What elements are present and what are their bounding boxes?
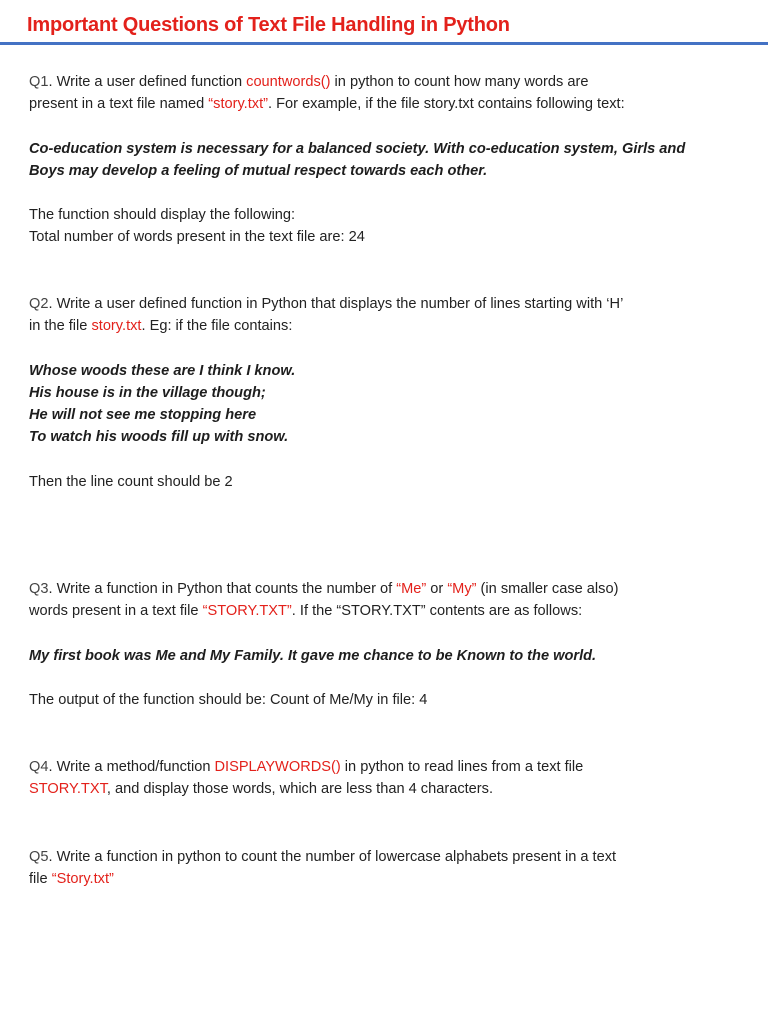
- question-3-example: My first book was Me and My Family. It gave me chance to be Known to the world.: [29, 648, 597, 664]
- function-name-countwords: countwords(): [246, 74, 331, 90]
- question-5-text: Q5. Write a function in python to count the number of lowercase alphabets present in a text file “Story.txt”: [29, 849, 617, 887]
- question-2-number: Q2: [29, 296, 49, 312]
- question-3-number: Q3: [29, 581, 49, 597]
- title-underline: [0, 42, 768, 45]
- question-2-poem: Whose woods these are I think I know. His house is in the village though; He will not see me stopping here To watch his woods fill up with snow.: [29, 363, 296, 445]
- file-name-story-upper: “STORY.TXT”: [202, 603, 292, 619]
- file-name-story-upper: STORY.TXT: [29, 781, 107, 797]
- question-1-text: Q1. Write a user defined function countwords() in python to count how many words are present in a text file named “story.txt”. For example, if the file story.txt contains following text:: [29, 74, 625, 112]
- question-1-number: Q1: [29, 74, 49, 90]
- function-name-displaywords: DISPLAYWORDS(): [214, 759, 341, 775]
- page-title: Important Questions of Text File Handling in Python: [27, 14, 510, 36]
- question-3-text: Q3. Write a function in Python that counts the number of “Me” or “My” (in smaller case also) words present in a text file “STORY.TXT”. If the “STORY.TXT” contents are as follows:: [29, 581, 619, 619]
- file-name-story: story.txt: [91, 318, 142, 334]
- file-name-story-mixed: “Story.txt”: [51, 871, 114, 887]
- question-1-output: The function should display the following: Total number of words present in the text file are: 24: [29, 207, 365, 245]
- question-4-number: Q4: [29, 759, 49, 775]
- keyword-me: “Me”: [396, 581, 427, 597]
- keyword-my: “My”: [447, 581, 477, 597]
- question-2-text: Q2. Write a user defined function in Python that displays the number of lines starting with ‘H’ in the file story.txt. Eg: if the file contains:: [29, 296, 624, 334]
- file-name-story: “story.txt”: [208, 96, 269, 112]
- question-3-output: The output of the function should be: Count of Me/My in file: 4: [29, 692, 428, 708]
- question-4-text: Q4. Write a method/function DISPLAYWORDS() in python to read lines from a text file STORY.TXT, and display those words, which are less than 4 characters.: [29, 759, 584, 797]
- question-1-example: Co-education system is necessary for a balanced society. With co-education system, Girls and Boys may develop a feeling of mutual respect towards each other.: [29, 141, 686, 179]
- question-5-number: Q5: [29, 849, 49, 865]
- question-2-result: Then the line count should be 2: [29, 474, 233, 490]
